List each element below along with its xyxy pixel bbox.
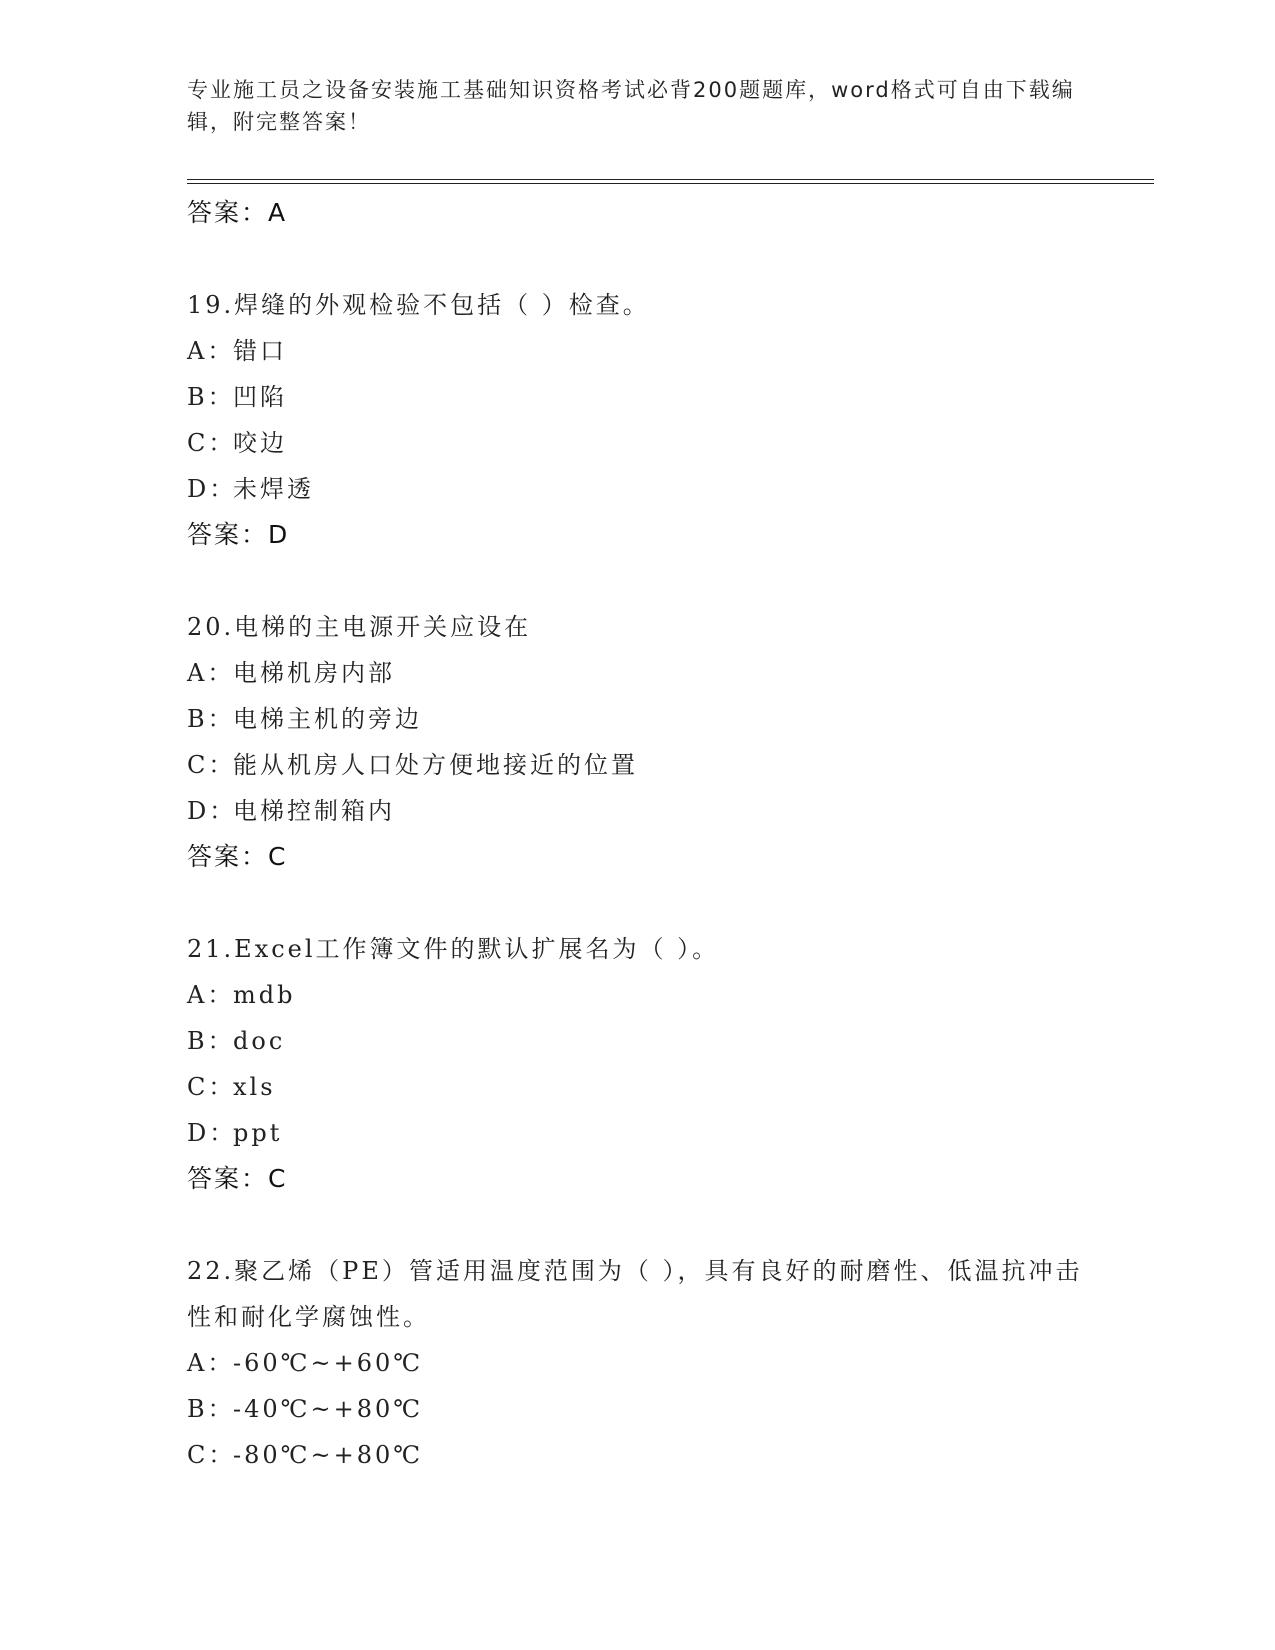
spacer (187, 558, 1087, 604)
option-text: 电梯机房内部 (233, 659, 395, 687)
option-letter: A： (187, 981, 235, 1009)
option-text: mdb (233, 981, 296, 1009)
option-20-d (187, 788, 1087, 834)
option-letter: C： (187, 1441, 236, 1469)
option-22-a (187, 1340, 1087, 1386)
option-20-c (187, 742, 1087, 788)
answer-21: 答案：C (187, 1164, 288, 1193)
option-letter: A： (187, 659, 235, 687)
option-21-b (187, 1018, 1087, 1064)
option-letter: D： (187, 797, 237, 825)
option-20-a (187, 650, 1087, 696)
answer-19: 答案：D (187, 520, 290, 549)
option-letter: B： (187, 1027, 235, 1055)
option-letter: D： (187, 1119, 237, 1147)
option-letter: B： (187, 1395, 235, 1423)
option-letter: A： (187, 337, 235, 365)
option-text: 电梯控制箱内 (233, 797, 395, 825)
option-letter: A： (187, 1349, 235, 1377)
option-text: -60℃~+60℃ (233, 1349, 424, 1377)
option-letter: D： (187, 475, 237, 503)
option-text: -80℃~+80℃ (233, 1441, 424, 1469)
option-text: 咬边 (233, 429, 287, 457)
option-text: 错口 (233, 337, 287, 365)
option-19-c (187, 420, 1087, 466)
option-text: -40℃~+80℃ (233, 1395, 424, 1423)
option-19-b (187, 374, 1087, 420)
option-letter: C： (187, 429, 236, 457)
option-21-a (187, 972, 1087, 1018)
option-text: ppt (233, 1119, 283, 1147)
answer-18: 答案：A (187, 198, 288, 227)
question-21: 21.Excel工作簿文件的默认扩展名为（ ）。 (187, 935, 720, 963)
option-21-c (187, 1064, 1087, 1110)
spacer (187, 236, 1087, 282)
option-letter: C： (187, 751, 236, 779)
option-22-c (187, 1432, 1087, 1478)
option-text: 凹陷 (233, 383, 287, 411)
option-22-b (187, 1386, 1087, 1432)
option-letter: B： (187, 705, 235, 733)
option-letter: B： (187, 383, 235, 411)
option-19-d (187, 466, 1087, 512)
option-text: 能从机房人口处方便地接近的位置 (233, 751, 638, 779)
spacer (187, 880, 1087, 926)
question-19: 19.焊缝的外观检验不包括（ ）检查。 (187, 291, 650, 319)
document-header: 专业施工员之设备安装施工基础知识资格考试必背200题题库，word格式可自由下载编辑，附完整答案！ (187, 78, 1075, 134)
header-divider (187, 179, 1154, 184)
option-letter: C： (187, 1073, 236, 1101)
option-text: 电梯主机的旁边 (233, 705, 422, 733)
option-text: doc (233, 1027, 286, 1055)
answer-20: 答案：C (187, 842, 288, 871)
option-21-d (187, 1110, 1087, 1156)
option-text: xls (233, 1073, 276, 1101)
question-20: 20.电梯的主电源开关应设在 (187, 613, 532, 641)
option-text: 未焊透 (233, 475, 314, 503)
option-20-b (187, 696, 1087, 742)
question-22: 22.聚乙烯（PE）管适用温度范围为（ ），具有良好的耐磨性、低温抗冲击性和耐化学腐蚀性。 (187, 1257, 1083, 1331)
question-list (187, 190, 1087, 1478)
spacer (187, 1202, 1087, 1248)
option-19-a (187, 328, 1087, 374)
